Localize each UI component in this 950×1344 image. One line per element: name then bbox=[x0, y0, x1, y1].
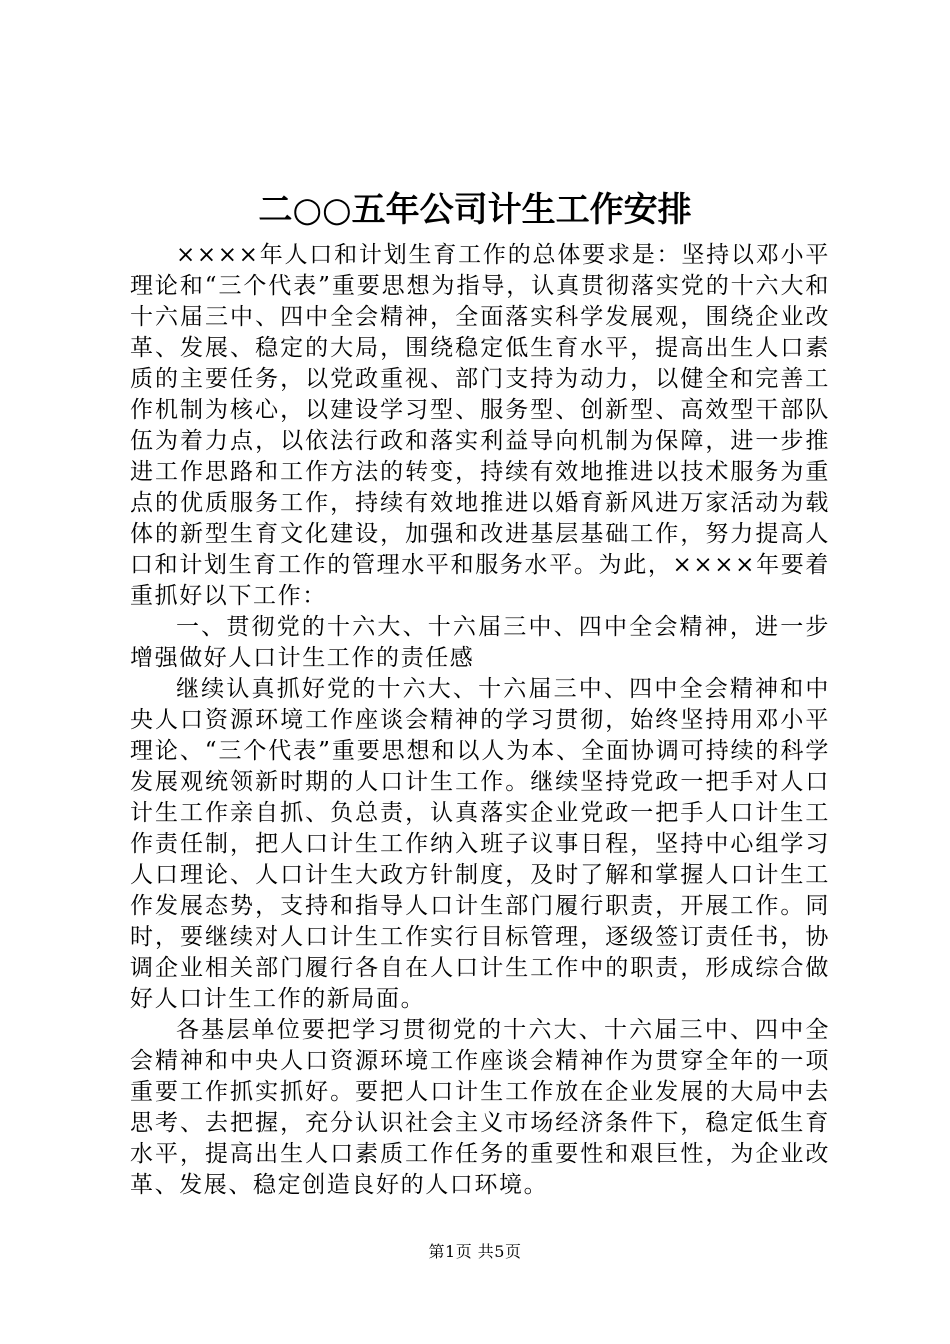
page-number-footer: 第1页 共5页 bbox=[428, 1242, 522, 1261]
document-body bbox=[130, 240, 830, 1201]
paragraph-general-requirements: ××××年人口和计划生育工作的总体要求是：坚持以邓小平理论和“三个代表”重要思想为指导，认真贯彻落实党的十六大和十六届三中、四中全会精神，全面落实科学发展观，围绕企业改革、发展、稳定的大局，围绕稳定低生育水平，提高出生人口素质的主要任务，以党政重视、部门支持为动力，以健全和完善工作机制为核心，以建设学习型、服务型、创新型、高效型干部队伍为着力点，以依法行政和落实利益导向机制为保障，进一步推进工作思路和工作方法的转变，持续有效地推进以技术服务为重点的优质服务工作，持续有效地推进以婚育新风进万家活动为载体的新型生育文化建设，加强和改进基层基础工作，努力提高人口和计划生育工作的管理水平和服务水平。为此，××××年要着重抓好以下工作： bbox=[130, 242, 830, 609]
paragraph-study-implementation: 继续认真抓好党的十六大、十六届三中、四中全会精神和中央人口资源环境工作座谈会精神的学习贯彻，始终坚持用邓小平理论、“三个代表”重要思想和以人为本、全面协调可持续的科学发展观统领新时期的人口计生工作。继续坚持党政一把手对人口计生工作亲自抓、负总责，认真落实企业党政一把手人口计生工作责任制，把人口计生工作纳入班子议事日程，坚持中心组学习人口理论、人口计生大政方针制度，及时了解和掌握人口计生工作发展态势，支持和指导人口计生部门履行职责，开展工作。同时，要继续对人口计生工作实行目标管理，逐级签订责任书，协调企业相关部门履行各自在人口计生工作中的职责，形成综合做好人口计生工作的新局面。 bbox=[130, 676, 830, 1012]
paragraph-grassroots-units: 各基层单位要把学习贯彻党的十六大、十六届三中、四中全会精神和中央人口资源环境工作座谈会精神作为贯穿全年的一项重要工作抓实抓好。要把人口计生工作放在企业发展的大局中去思考、去把握，充分认识社会主义市场经济条件下，稳定低生育水平，提高出生人口素质工作任务的重要性和艰巨性，为企业改革、发展、稳定创造良好的人口环境。 bbox=[130, 1017, 830, 1198]
document-title: 二○○五年公司计生工作安排 bbox=[258, 190, 692, 230]
paragraph-section-heading-1: 一、贯彻党的十六大、十六届三中、四中全会精神，进一步增强做好人口计生工作的责任感 bbox=[130, 614, 830, 671]
